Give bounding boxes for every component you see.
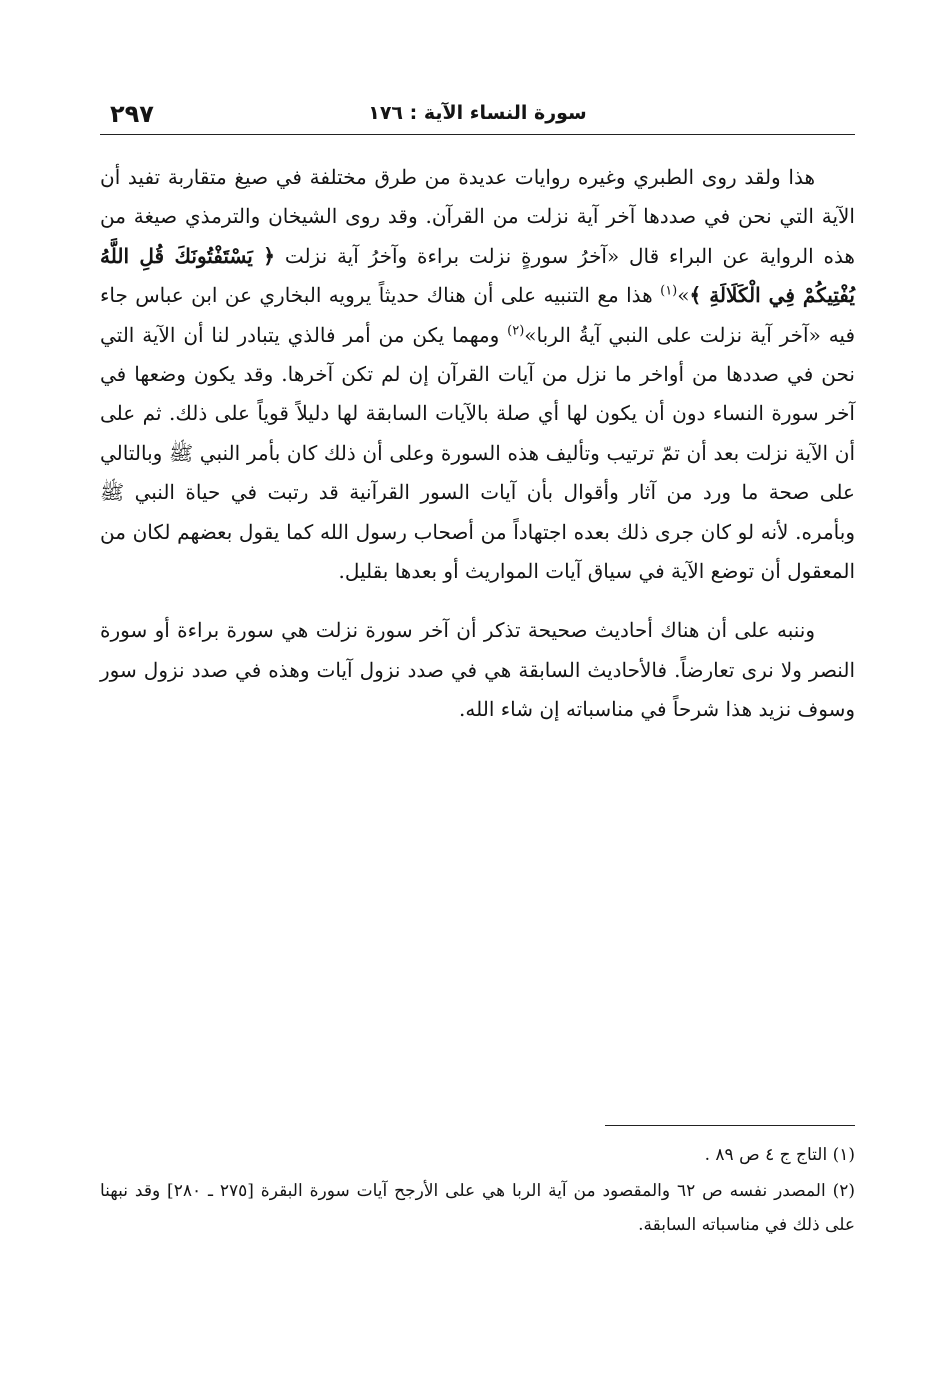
page-number: ٢٩٧ bbox=[110, 100, 154, 128]
footnote-ref-1: (١) bbox=[660, 283, 678, 299]
closing-quote: » bbox=[677, 283, 690, 308]
paragraph-1-part-4: ومهما يكن من أمر فالذي يتبادر لنا أن الآية التي نحن في صددها من أواخر ما نزل من آيات القرآن إن لم تكن آخرها. وقد يكون وضعها في آخر سورة النساء دون أن يكون لها أي صلة بالآيات السابقة لها دليلاً قوياً على ذلك. ثم على أن الآية نزلت بعد أن تمّ ترتيب وتأليف هذه السورة وعلى أن ذلك كان بأمر النبي ﷺ وبالتالي على صحة ما ورد من آثار وأقوال بأن آيات السور القرآنية قد رتبت في حياة النبي ﷺ وبأمره. لأنه لو كان جرى ذلك بعده اجتهاداً من أصحاب رسول الله كما يقول بعضهم لكان من المعقول أن توضع الآية في سياق آيات المواريث أو بعدها بقليل. bbox=[100, 322, 855, 584]
paragraph-2: وننبه على أن هناك أحاديث صحيحة تذكر أن آخر سورة نزلت هي سورة براءة أو سورة النصر ولا نرى تعارضاً. فالأحاديث السابقة هي في صدد نزول آيات وهذه في صدد نزول سور وسوف نزيد هذا شرحاً في مناسباته إن شاء الله. bbox=[100, 618, 855, 722]
main-text bbox=[100, 158, 855, 730]
page-header bbox=[100, 94, 855, 135]
paragraph-1 bbox=[100, 158, 855, 591]
paragraph-1-part-3: هذا مع التنبيه على أن هناك حديثاً يرويه البخاري عن ابن عباس جاء فيه «آخر آية نزلت على النبي آيةُ الربا» bbox=[100, 283, 856, 347]
footnotes bbox=[100, 1138, 855, 1242]
running-title: سورة النساء الآية : ١٧٦ bbox=[368, 102, 587, 124]
footnote-1: (١) التاج ج ٤ ص ٨٩ . bbox=[704, 1145, 855, 1165]
footnote-2: (٢) المصدر نفسه ص ٦٢ والمقصود من آية الربا هي على الأرجح آيات سورة البقرة [٢٧٥ ـ ٢٨٠] وقد نبهنا على ذلك في مناسباته السابقة. bbox=[100, 1181, 855, 1235]
paragraph-1-part-1: هذا ولقد روى الطبري وغيره روايات عديدة من طرق مختلفة في صيغ متقاربة تفيد أن الآية التي نحن في صددها آخر آية نزلت من القرآن. وقد روى الشيخان والترمذي صيغة من هذه الرواية عن البراء قال «آخرُ سورةٍ نزلت براءة وآخرُ آية نزلت bbox=[100, 165, 855, 268]
footnote-ref-2: (٢) bbox=[507, 322, 525, 338]
quran-verse: ﴿ يَسْتَفْتُونَكَ قُلِ اللَّهُ يُفْتِيكُمْ فِي الْكَلَالَةِ ﴾ bbox=[100, 243, 855, 308]
footnote-separator bbox=[605, 1125, 855, 1126]
